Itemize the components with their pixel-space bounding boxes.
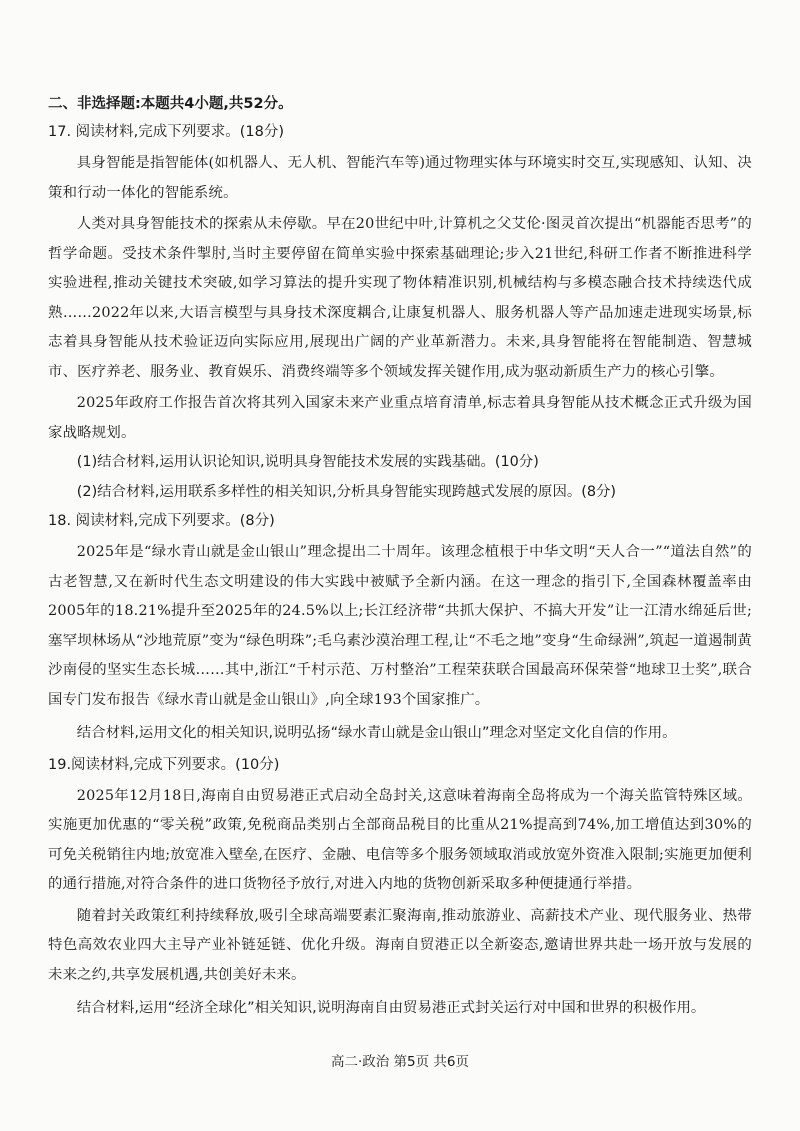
question-18 [48, 509, 752, 749]
question-19-paragraph-2: 随着封关政策红利持续释放,吸引全球高端要素汇聚海南,推动旅游业、高薪技术产业、现代服务业、热带特色高效农业四大主导产业补链延链、优化升级。海南自贸港正以全新姿态,邀请世界共赴一场开放与发展的未来之约,共享发展机遇,共创美好未来。 [48, 907, 752, 983]
question-17-paragraph-3: 2025年政府工作报告首次将其列入国家未来产业重点培育清单,标志着具身智能从技术概念正式升级为国家战略规划。 [48, 395, 752, 441]
question-19 [48, 753, 752, 1024]
page-footer: 高二·政治 第5页 共6页 [330, 1054, 470, 1070]
question-18-paragraph-1: 2025年是“绿水青山就是金山银山”理念提出二十周年。该理念植根于中华文明“天人合一”“道法自然”的古老智慧,又在新时代生态文明建设的伟大实践中被赋予全新内涵。在这一理念的指引下,全国森林覆盖率由2005年的18.21%提升至2025年的24.5%以上;长江经济带“共抓大保护、不搞大开发”让一江清水绵延后世;塞罕坝林场从“沙地荒原”变为“绿色明珠”;毛乌素沙漠治理工程,让“不毛之地”变身“生命绿洲”,筑起一道遏制黄沙南侵的坚实生态长城……其中,浙江“千村示范、万村整治”工程荣获联合国最高环保荣誉“地球卫士奖”,联合国专门发布报告《绿水青山就是金山银山》,向全球193个国家推广。 [48, 544, 752, 708]
question-17-paragraph-1: 具身智能是指智能体(如机器人、无人机、智能汽车等)通过物理实体与环境实时交互,实现感知、认知、决策和行动一体化的智能系统。 [48, 155, 752, 201]
question-18-task: 结合材料,运用文化的相关知识,说明弘扬“绿水青山就是金山银山”理念对坚定文化自信的作用。 [76, 725, 677, 741]
question-19-paragraph-1: 2025年12月18日,海南自由贸易港正式启动全岛封关,这意味着海南全岛将成为一个海关监管特殊区域。实施更加优惠的“零关税”政策,免税商品类别占全部商品税目的比重从21%提高到74%,加工增值达到30%的可免关税销往内地;放宽准入壁垒,在医疗、金融、电信等多个服务领域取消或放宽外资准入限制;实施更加便利的通行措施,对符合条件的进口货物径予放行,对进入内地的货物创新采取多种便捷通行举措。 [48, 787, 752, 892]
question-17-subquestion-2: (2)结合材料,运用联系多样性的相关知识,分析具身智能实现跨越式发展的原因。(8分) [76, 483, 616, 500]
question-19-heading: 19.阅读材料,完成下列要求。(10分) [48, 756, 280, 773]
section-title: 二、非选择题:本题共4小题,共52分。 [48, 96, 293, 112]
question-17-subquestion-1: (1)结合材料,运用认识论知识,说明具身智能技术发展的实践基础。(10分) [76, 454, 539, 470]
question-17-heading: 17. 阅读材料,完成下列要求。(18分) [48, 124, 285, 140]
question-18-heading: 18. 阅读材料,完成下列要求。(8分) [48, 513, 275, 529]
question-17-paragraph-2: 人类对具身智能技术的探索从未停歇。早在20世纪中叶,计算机之父艾伦·图灵首次提出“机器能否思考”的哲学命题。受技术条件掣肘,当时主要停留在简单实验中探索基础理论;步入21世纪,科研工作者不断推进科学实验进程,推动关键技术突破,如学习算法的提升实现了物体精准识别,机械结构与多模态融合技术持续迭代成熟……2022年以来,大语言模型与具身技术深度耦合,让康复机器人、服务机器人等产品加速走进现实场景,标志着具身智能从技术验证迈向实际应用,展现出广阔的产业革新潜力。未来,具身智能将在智能制造、智慧城市、医疗养老、服务业、教育娱乐、消费终端等多个领域发挥关键作用,成为驱动新质生产力的核心引擎。 [48, 216, 752, 380]
question-19-task: 结合材料,运用“经济全球化”相关知识,说明海南自由贸易港正式封关运行对中国和世界的积极作用。 [76, 1000, 706, 1016]
question-17 [48, 120, 752, 507]
